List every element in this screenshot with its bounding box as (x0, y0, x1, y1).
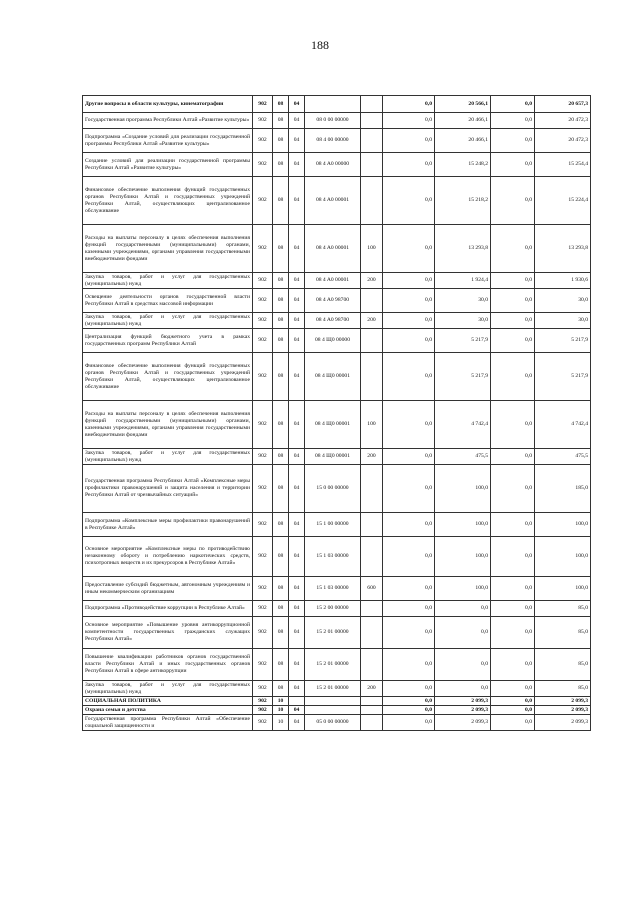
subsection-code: 04 (289, 513, 305, 537)
target-article-code (305, 706, 361, 715)
table-row (83, 649, 591, 681)
table-row (83, 617, 591, 649)
amount-col-3: 0,0 (491, 697, 535, 706)
subsection-code: 04 (289, 577, 305, 601)
amount-col-3: 0,0 (491, 649, 535, 681)
section-code: 08 (273, 225, 289, 273)
amount-col-2: 20 466,1 (435, 113, 491, 129)
subsection-code: 04 (289, 617, 305, 649)
table-row (83, 601, 591, 617)
ved-code: 902 (253, 465, 273, 513)
expense-type-code: 200 (361, 449, 383, 465)
expense-type-code (361, 289, 383, 313)
amount-col-1: 0,0 (383, 617, 435, 649)
amount-col-1: 0,0 (383, 449, 435, 465)
subsection-code: 04 (289, 706, 305, 715)
amount-col-3: 0,0 (491, 329, 535, 353)
amount-col-1: 0,0 (383, 153, 435, 177)
table-row (83, 329, 591, 353)
amount-col-2: 15 248,2 (435, 153, 491, 177)
row-name: Другие вопросы в области культуры, кинематографии (83, 96, 253, 113)
amount-col-1: 0,0 (383, 177, 435, 225)
amount-col-2: 0,0 (435, 617, 491, 649)
expense-type-code (361, 465, 383, 513)
section-code: 08 (273, 617, 289, 649)
target-article-code: 08 4 A0 98700 (305, 313, 361, 329)
amount-col-1: 0,0 (383, 649, 435, 681)
amount-col-3: 0,0 (491, 225, 535, 273)
section-code: 08 (273, 289, 289, 313)
table-row (83, 353, 591, 401)
target-article-code: 08 4 Щ0 00001 (305, 401, 361, 449)
amount-col-4: 2 099,3 (535, 697, 591, 706)
table-row (83, 289, 591, 313)
amount-col-1: 0,0 (383, 401, 435, 449)
target-article-code: 15 0 00 00000 (305, 465, 361, 513)
amount-col-4: 185,0 (535, 465, 591, 513)
ved-code: 902 (253, 273, 273, 289)
row-name: Государственная программа Республики Алтай «Комплексные меры профилактики правонарушений и защита населения и территории Республики Алтай от чрезвычайных ситуаций» (83, 465, 253, 513)
target-article-code: 08 4 A0 98700 (305, 289, 361, 313)
section-code: 08 (273, 465, 289, 513)
row-name: Расходы на выплаты персоналу в целях обеспечения выполнения функций государственными (муниципальными) органами, казенными учреждениями, органами управления государственными внебюджетными фондами (83, 401, 253, 449)
row-name: Закупка товаров, работ и услуг для государственных (муниципальных) нужд (83, 273, 253, 289)
amount-col-4: 85,0 (535, 681, 591, 697)
amount-col-1: 0,0 (383, 715, 435, 731)
row-name: Подпрограмма «Создание условий для реализации государственной программы Республики Алтай «Развитие культуры» (83, 129, 253, 153)
ved-code: 902 (253, 153, 273, 177)
subsection-code: 04 (289, 313, 305, 329)
table-row (83, 715, 591, 731)
expense-type-code (361, 513, 383, 537)
amount-col-3: 0,0 (491, 465, 535, 513)
amount-col-1: 0,0 (383, 601, 435, 617)
table-row (83, 177, 591, 225)
ved-code: 902 (253, 177, 273, 225)
section-code: 08 (273, 129, 289, 153)
expense-type-code (361, 617, 383, 649)
table-row (83, 96, 591, 113)
ved-code: 902 (253, 715, 273, 731)
expense-type-code (361, 129, 383, 153)
ved-code: 902 (253, 449, 273, 465)
amount-col-3: 0,0 (491, 96, 535, 113)
target-article-code: 15 1 03 00000 (305, 577, 361, 601)
amount-col-3: 0,0 (491, 577, 535, 601)
amount-col-2: 475,5 (435, 449, 491, 465)
expense-type-code (361, 715, 383, 731)
ved-code: 902 (253, 617, 273, 649)
section-code: 08 (273, 601, 289, 617)
expense-type-code (361, 706, 383, 715)
expense-type-code: 600 (361, 577, 383, 601)
row-name: Закупка товаров, работ и услуг для государственных (муниципальных) нужд (83, 449, 253, 465)
row-name: Государственная программа Республики Алтай «Обеспечение социальной защищенности и (83, 715, 253, 731)
amount-col-1: 0,0 (383, 353, 435, 401)
subsection-code: 04 (289, 113, 305, 129)
table-row (83, 401, 591, 449)
amount-col-1: 0,0 (383, 706, 435, 715)
amount-col-1: 0,0 (383, 96, 435, 113)
amount-col-4: 85,0 (535, 617, 591, 649)
target-article-code: 08 4 A0 00001 (305, 273, 361, 289)
row-name: Государственная программа Республики Алтай «Развитие культуры» (83, 113, 253, 129)
amount-col-1: 0,0 (383, 681, 435, 697)
ved-code: 902 (253, 113, 273, 129)
subsection-code: 04 (289, 129, 305, 153)
amount-col-4: 2 099,3 (535, 715, 591, 731)
ved-code: 902 (253, 353, 273, 401)
table-row (83, 113, 591, 129)
amount-col-1: 0,0 (383, 697, 435, 706)
amount-col-2: 2 099,3 (435, 715, 491, 731)
expense-type-code: 100 (361, 225, 383, 273)
amount-col-3: 0,0 (491, 313, 535, 329)
subsection-code: 04 (289, 449, 305, 465)
amount-col-2: 0,0 (435, 601, 491, 617)
expense-type-code: 200 (361, 313, 383, 329)
ved-code: 902 (253, 601, 273, 617)
amount-col-4: 85,0 (535, 601, 591, 617)
amount-col-2: 30,0 (435, 289, 491, 313)
amount-col-2: 0,0 (435, 649, 491, 681)
amount-col-3: 0,0 (491, 715, 535, 731)
amount-col-4: 30,0 (535, 313, 591, 329)
amount-col-4: 100,0 (535, 513, 591, 537)
amount-col-1: 0,0 (383, 513, 435, 537)
amount-col-1: 0,0 (383, 577, 435, 601)
target-article-code: 08 4 Щ0 00001 (305, 449, 361, 465)
table-row (83, 537, 591, 577)
amount-col-4: 15 254,4 (535, 153, 591, 177)
amount-col-2: 100,0 (435, 465, 491, 513)
row-name: Закупка товаров, работ и услуг для государственных (муниципальных) нужд (83, 681, 253, 697)
target-article-code: 15 1 03 00000 (305, 537, 361, 577)
target-article-code: 08 4 Щ0 00000 (305, 329, 361, 353)
subsection-code: 04 (289, 225, 305, 273)
amount-col-4: 20 472,3 (535, 113, 591, 129)
ved-code: 902 (253, 681, 273, 697)
amount-col-2: 15 218,2 (435, 177, 491, 225)
expense-type-code (361, 153, 383, 177)
amount-col-2: 4 742,4 (435, 401, 491, 449)
table-row (83, 513, 591, 537)
ved-code: 902 (253, 537, 273, 577)
amount-col-1: 0,0 (383, 329, 435, 353)
expense-type-code (361, 601, 383, 617)
expense-type-code (361, 329, 383, 353)
subsection-code: 04 (289, 153, 305, 177)
amount-col-1: 0,0 (383, 129, 435, 153)
target-article-code: 08 4 A0 00001 (305, 177, 361, 225)
row-name: Основное мероприятие «Комплексные меры по противодействию незаконному обороту и потреблению наркотических средств, психотропных веществ и их прекурсоров в Республике Алтай» (83, 537, 253, 577)
ved-code: 902 (253, 313, 273, 329)
amount-col-3: 0,0 (491, 353, 535, 401)
amount-col-4: 30,0 (535, 289, 591, 313)
section-code: 08 (273, 537, 289, 577)
amount-col-1: 0,0 (383, 289, 435, 313)
section-code: 08 (273, 113, 289, 129)
section-code: 08 (273, 577, 289, 601)
row-name: Финансовое обеспечение выполнения функций государственных органов Республики Алтай и государственных учреждений Республики Алтай, осуществляющих централизованное обслуживание (83, 353, 253, 401)
ved-code: 902 (253, 329, 273, 353)
amount-col-1: 0,0 (383, 273, 435, 289)
ved-code: 902 (253, 697, 273, 706)
ved-code: 902 (253, 706, 273, 715)
subsection-code: 04 (289, 353, 305, 401)
table-row (83, 577, 591, 601)
amount-col-2: 2 099,3 (435, 697, 491, 706)
amount-col-2: 0,0 (435, 681, 491, 697)
amount-col-3: 0,0 (491, 617, 535, 649)
subsection-code (289, 697, 305, 706)
row-name: Расходы на выплаты персоналу в целях обеспечения выполнения функций государственными (муниципальными) органами, казенными учреждениями, органами управления государственными внебюджетными фондами (83, 225, 253, 273)
section-code: 08 (273, 177, 289, 225)
table-row (83, 465, 591, 513)
amount-col-4: 475,5 (535, 449, 591, 465)
section-code: 08 (273, 329, 289, 353)
expense-type-code: 200 (361, 273, 383, 289)
expense-type-code (361, 96, 383, 113)
subsection-code: 04 (289, 681, 305, 697)
table-row (83, 273, 591, 289)
section-code: 08 (273, 649, 289, 681)
subsection-code: 04 (289, 289, 305, 313)
amount-col-2: 5 217,9 (435, 353, 491, 401)
subsection-code: 04 (289, 537, 305, 577)
row-name: Подпрограмма «Комплексные меры профилактики правонарушений в Республике Алтай» (83, 513, 253, 537)
amount-col-3: 0,0 (491, 401, 535, 449)
ved-code: 902 (253, 401, 273, 449)
amount-col-3: 0,0 (491, 706, 535, 715)
subsection-code: 04 (289, 401, 305, 449)
amount-col-2: 5 217,9 (435, 329, 491, 353)
section-code: 08 (273, 353, 289, 401)
amount-col-2: 2 099,3 (435, 706, 491, 715)
subsection-code: 04 (289, 273, 305, 289)
section-code: 08 (273, 313, 289, 329)
row-name: Финансовое обеспечение выполнения функций государственных органов Республики Алтай и государственных учреждений Республики Алтай, осуществляющих централизованное обслуживание (83, 177, 253, 225)
section-code: 10 (273, 715, 289, 731)
target-article-code: 15 2 01 00000 (305, 649, 361, 681)
subsection-code: 04 (289, 649, 305, 681)
target-article-code: 15 2 00 00000 (305, 601, 361, 617)
amount-col-1: 0,0 (383, 465, 435, 513)
amount-col-3: 0,0 (491, 113, 535, 129)
expense-type-code: 200 (361, 681, 383, 697)
ved-code: 902 (253, 129, 273, 153)
amount-col-1: 0,0 (383, 225, 435, 273)
target-article-code: 08 4 A0 00000 (305, 153, 361, 177)
amount-col-4: 20 657,3 (535, 96, 591, 113)
subsection-code: 04 (289, 601, 305, 617)
target-article-code: 15 1 00 00000 (305, 513, 361, 537)
subsection-code: 04 (289, 329, 305, 353)
target-article-code: 08 4 A0 00001 (305, 225, 361, 273)
target-article-code: 08 4 Щ0 00001 (305, 353, 361, 401)
amount-col-1: 0,0 (383, 537, 435, 577)
subsection-code: 04 (289, 465, 305, 513)
table-row (83, 225, 591, 273)
expense-type-code (361, 649, 383, 681)
amount-col-3: 0,0 (491, 177, 535, 225)
row-name: Централизация функций бюджетного учета в рамках государственных программ Республики Алтай (83, 329, 253, 353)
ved-code: 902 (253, 513, 273, 537)
amount-col-3: 0,0 (491, 289, 535, 313)
target-article-code: 15 2 01 00000 (305, 617, 361, 649)
budget-table (82, 95, 591, 731)
target-article-code: 05 0 00 00000 (305, 715, 361, 731)
row-name: Освещение деятельности органов государственной власти Республики Алтай в средствах массовой информации (83, 289, 253, 313)
amount-col-4: 5 217,9 (535, 329, 591, 353)
amount-col-3: 0,0 (491, 273, 535, 289)
table-body (83, 96, 591, 731)
amount-col-4: 20 472,3 (535, 129, 591, 153)
target-article-code: 08 0 00 00000 (305, 113, 361, 129)
amount-col-3: 0,0 (491, 537, 535, 577)
section-code: 08 (273, 96, 289, 113)
row-name: Предоставление субсидий бюджетным, автономным учреждениям и иным некоммерческим организациям (83, 577, 253, 601)
amount-col-3: 0,0 (491, 681, 535, 697)
section-code: 08 (273, 153, 289, 177)
subsection-code: 04 (289, 96, 305, 113)
table-row (83, 129, 591, 153)
amount-col-3: 0,0 (491, 449, 535, 465)
amount-col-3: 0,0 (491, 129, 535, 153)
row-name: Основное мероприятие «Повышение уровня антикоррупционной компетентности государственных гражданских служащих Республики Алтай» (83, 617, 253, 649)
row-name: Создание условий для реализации государственной программы Республики Алтай «Развитие культуры» (83, 153, 253, 177)
target-article-code (305, 96, 361, 113)
amount-col-4: 100,0 (535, 537, 591, 577)
ved-code: 902 (253, 289, 273, 313)
row-name: СОЦИАЛЬНАЯ ПОЛИТИКА (83, 697, 253, 706)
table-row (83, 449, 591, 465)
row-name: Повышение квалификации работников органов государственной власти Республики Алтай и иных государственных органов Республики Алтай в сфере антикоррупции (83, 649, 253, 681)
row-name: Закупка товаров, работ и услуг для государственных (муниципальных) нужд (83, 313, 253, 329)
expense-type-code (361, 177, 383, 225)
ved-code: 902 (253, 225, 273, 273)
expense-type-code: 100 (361, 401, 383, 449)
amount-col-2: 100,0 (435, 537, 491, 577)
table-row (83, 313, 591, 329)
amount-col-4: 1 930,6 (535, 273, 591, 289)
expense-type-code (361, 697, 383, 706)
amount-col-2: 20 566,1 (435, 96, 491, 113)
section-code: 08 (273, 401, 289, 449)
section-code: 08 (273, 449, 289, 465)
amount-col-4: 2 099,3 (535, 706, 591, 715)
amount-col-1: 0,0 (383, 313, 435, 329)
amount-col-3: 0,0 (491, 153, 535, 177)
amount-col-4: 5 217,9 (535, 353, 591, 401)
row-name: Подпрограмма «Противодействие коррупции в Республике Алтай» (83, 601, 253, 617)
expense-type-code (361, 113, 383, 129)
amount-col-2: 100,0 (435, 513, 491, 537)
table-row (83, 697, 591, 706)
table-row (83, 706, 591, 715)
target-article-code (305, 697, 361, 706)
ved-code: 902 (253, 649, 273, 681)
amount-col-4: 100,0 (535, 577, 591, 601)
amount-col-2: 20 466,1 (435, 129, 491, 153)
section-code: 08 (273, 513, 289, 537)
expense-type-code (361, 353, 383, 401)
amount-col-2: 1 924,4 (435, 273, 491, 289)
amount-col-3: 0,0 (491, 601, 535, 617)
amount-col-4: 4 742,4 (535, 401, 591, 449)
page-number: 188 (311, 38, 329, 52)
section-code: 10 (273, 706, 289, 715)
target-article-code: 08 4 00 00000 (305, 129, 361, 153)
target-article-code: 15 2 01 00000 (305, 681, 361, 697)
table-row (83, 681, 591, 697)
amount-col-2: 30,0 (435, 313, 491, 329)
amount-col-2: 13 293,8 (435, 225, 491, 273)
amount-col-1: 0,0 (383, 113, 435, 129)
section-code: 08 (273, 681, 289, 697)
table-row (83, 153, 591, 177)
subsection-code: 04 (289, 177, 305, 225)
section-code: 08 (273, 273, 289, 289)
amount-col-4: 85,0 (535, 649, 591, 681)
row-name: Охрана семьи и детства (83, 706, 253, 715)
ved-code: 902 (253, 577, 273, 601)
expense-type-code (361, 537, 383, 577)
amount-col-3: 0,0 (491, 513, 535, 537)
ved-code: 902 (253, 96, 273, 113)
subsection-code: 04 (289, 715, 305, 731)
amount-col-4: 15 224,4 (535, 177, 591, 225)
amount-col-4: 13 293,8 (535, 225, 591, 273)
amount-col-2: 100,0 (435, 577, 491, 601)
section-code: 10 (273, 697, 289, 706)
